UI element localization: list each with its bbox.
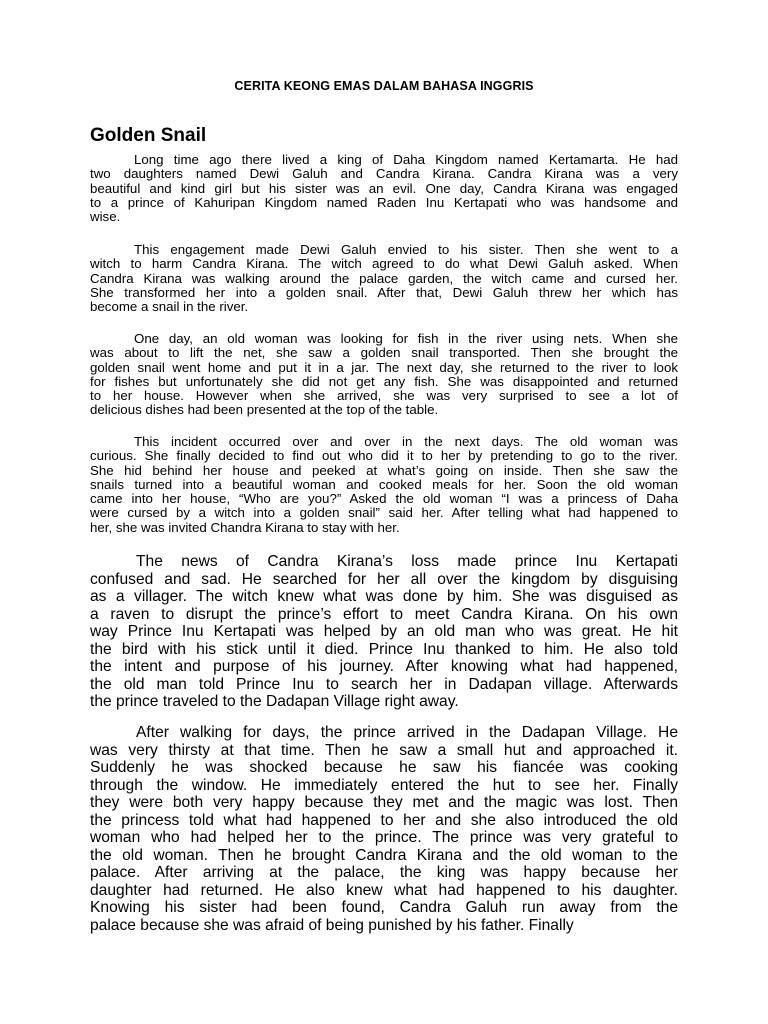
paragraph (90, 435, 678, 535)
paragraph-line: One day, an old woman was looking for fish in the river using nets. When she (134, 331, 678, 346)
paragraph-line: the princess told what had happened to her and she also introduced the old (90, 811, 678, 829)
paragraph-line: for fishes but unfortunately she did not get any fish. She was disappointed and returned (90, 373, 678, 389)
paragraph-line: way Prince Inu Kertapati was helped by an old man who was great. He hit (90, 623, 678, 640)
paragraph-line: was very thirsty at that time. Then he saw a small hut and approached it. (90, 741, 678, 759)
story-title: Golden Snail (90, 125, 207, 146)
paragraph-line: they were both very happy because they met and the magic was lost. Then (90, 794, 678, 811)
paragraph (90, 332, 678, 418)
paragraph-line: palace because she was afraid of being punished by his father. Finally (90, 916, 574, 934)
paragraph-line: witch to harm Candra Kirana. The witch agreed to do what Dewi Galuh asked. When (90, 256, 678, 272)
paragraph-line: daughter had returned. He also knew what had happened to his daughter. (90, 881, 678, 899)
paragraph-line: were cursed by a witch into a golden snail” said her. After telling what had happened to (90, 505, 678, 521)
paragraph-line: After walking for days, the prince arrived in the Dadapan Village. He (136, 724, 678, 741)
paragraph-line: She hid behind her house and peeked at what’s going on inside. Then she saw the (90, 462, 678, 478)
paragraph-line: the prince traveled to the Dadapan Village right away. (90, 693, 459, 710)
paragraph-line: two daughters named Dewi Galuh and Candra Kirana. Candra Kirana was a very (90, 166, 678, 182)
paragraph-line: become a snail in the river. (90, 299, 249, 315)
paragraph-line: delicious dishes had been presented at the top of the table. (90, 402, 439, 418)
paragraph-line: as a villager. The witch knew what was done by him. She was disguised as (90, 588, 678, 605)
paragraph-line: She transformed her into a golden snail. After that, Dewi Galuh threw her which has (90, 284, 678, 300)
paragraph-line: confused and sad. He searched for her all over the kingdom by disguising (90, 570, 678, 588)
paragraph-line: The news of Candra Kirana’s loss made prince Inu Kertapati (136, 553, 678, 570)
paragraph-line: to her house. However when she arrived, she was very surprised to see a lot of (90, 388, 678, 404)
paragraph-line: her, she was invited Chandra Kirana to stay with her. (90, 519, 400, 535)
paragraph-line: woman who had helped her to the prince. The prince was very grateful to (90, 829, 678, 846)
paragraph-line: Suddenly he was shocked because he saw his fiancée was cooking (90, 759, 678, 776)
paragraph-line: Long time ago there lived a king of Daha Kingdom named Kertamarta. He had (134, 152, 678, 167)
paragraph-line: the intent and purpose of his journey. After knowing what had happened, (90, 658, 678, 675)
paragraph-line: wise. (90, 209, 121, 225)
paragraph-line: the bird with his stick until it died. Prince Inu thanked to him. He also told (90, 640, 678, 658)
paragraph-line: curious. She finally decided to find out who did it to her by pretending to go to the river. (90, 448, 678, 464)
paragraph (90, 243, 678, 314)
paragraph-line: snails turned into a beautiful woman and cooked meals for her. Soon the old woman (90, 476, 678, 492)
paragraph-line: the old man told Prince Inu to search her in Dadapan village. Afterwards (90, 675, 678, 693)
paragraph-line: through the window. He immediately entered the hut to see her. Finally (90, 776, 678, 794)
paragraph-line: Knowing his sister had been found, Candra Galuh run away from the (90, 899, 678, 916)
paragraph (90, 153, 678, 224)
paragraph-line: beautiful and kind girl but his sister was an evil. One day, Candra Kirana was engaged (90, 180, 678, 196)
paragraph-line: Candra Kirana was walking around the palace garden, the witch came and cursed her. (90, 270, 678, 286)
paragraph-line: was about to lift the net, she saw a golden snail transported. Then she brought the (90, 345, 678, 361)
paragraph-line: the old woman. Then he brought Candra Kirana and the old woman to the (90, 846, 678, 864)
paragraph-line: golden snail went home and put it in a jar. The next day, she returned to the river to look (90, 359, 678, 375)
paragraph (90, 724, 678, 934)
paragraph-line: This incident occurred over and over in the next days. The old woman was (134, 434, 678, 449)
paragraph-line: came into her house, “Who are you?” Asked the old woman “I was a princess of Daha (90, 491, 678, 507)
paragraph-line: a raven to disrupt the prince’s effort to meet Candra Kirana. On his own (90, 605, 678, 623)
paragraph-line: to a prince of Kahuripan Kingdom named Raden Inu Kertapati who was handsome and (90, 194, 678, 210)
document-heading: CERITA KEONG EMAS DALAM BAHASA INGGRIS (234, 79, 534, 93)
paragraph-line: This engagement made Dewi Galuh envied to his sister. Then she went to a (134, 242, 678, 257)
paragraph-line: palace. After arriving at the palace, the king was happy because her (90, 864, 678, 881)
paragraph (90, 553, 678, 711)
